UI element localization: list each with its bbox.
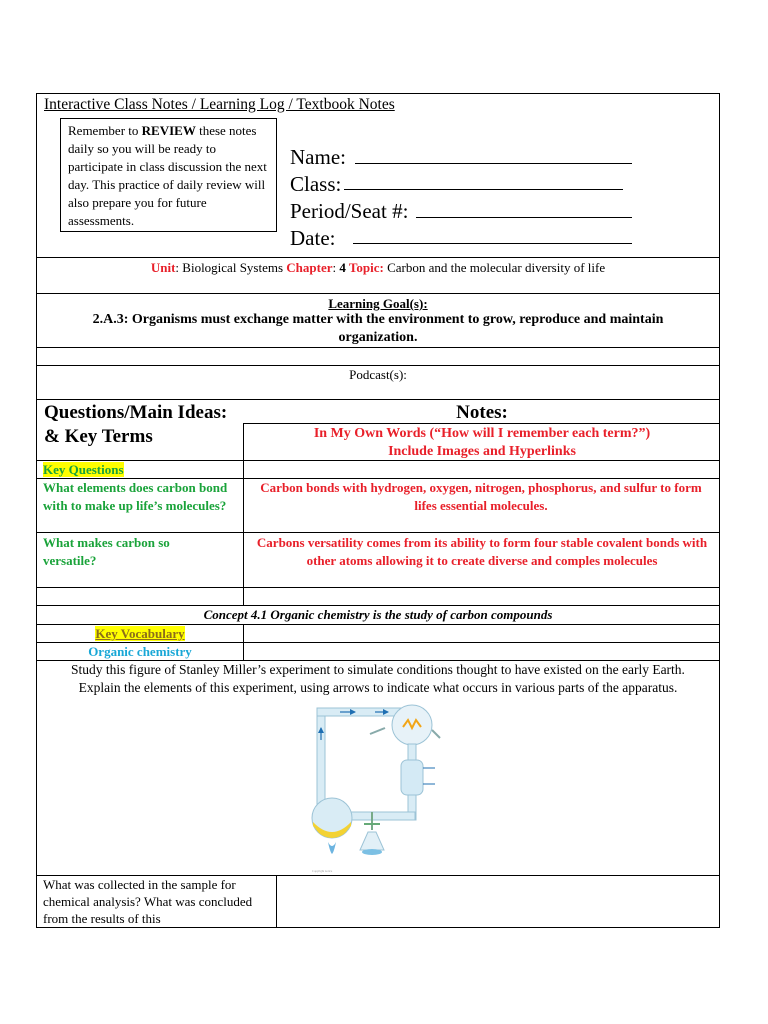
unit-value: : Biological Systems xyxy=(175,260,287,275)
answer-1[interactable]: Carbon bonds with hydrogen, oxygen, nitrogen, phosphorus, and sulfur to form lifes essential molecules. xyxy=(260,480,702,513)
divider xyxy=(36,347,720,348)
vocab-term: Organic chemistry xyxy=(88,644,192,659)
question-1: What elements does carbon bond with to make up life’s molecules? xyxy=(43,480,228,513)
svg-text:Copyright notice: Copyright notice xyxy=(312,869,333,873)
divider xyxy=(36,532,720,533)
miller-experiment-figure xyxy=(300,700,445,875)
concept-title: Concept 4.1 Organic chemistry is the study of carbon compounds xyxy=(203,607,553,622)
key-vocabulary-highlight: Key Vocabulary xyxy=(95,626,185,641)
topic-value: Carbon and the molecular diversity of life xyxy=(383,260,606,275)
column-divider xyxy=(243,423,244,605)
divider xyxy=(36,587,720,588)
answer-2[interactable]: Carbons versatility comes from its ability to form four stable covalent bonds with other atoms allowing it to create diverse and comples molecules xyxy=(256,535,708,568)
figure-prompt-line-2: Explain the elements of this experiment, using arrows to indicate what occurs in various parts of the apparatus. xyxy=(78,680,678,695)
reminder-rest: these notes daily so you will be ready to participate in class discussion the next day. This practice of daily review will also prepare you for future assessments. xyxy=(68,123,267,228)
unit-row xyxy=(36,259,720,277)
divider xyxy=(36,293,720,294)
learning-goal-heading: Learning Goal(s): xyxy=(328,296,428,311)
review-reminder-box xyxy=(60,118,277,232)
key-questions-highlight: Key Questions xyxy=(43,462,124,477)
notes-heading: Notes: xyxy=(456,402,508,423)
date-field[interactable] xyxy=(353,243,632,244)
divider xyxy=(36,257,720,258)
key-questions-label xyxy=(43,461,124,479)
date-label: Date: xyxy=(290,226,336,250)
bottom-question: What was collected in the sample for chemical analysis? What was concluded from the results of this xyxy=(43,877,253,926)
chapter-value: 4 xyxy=(339,260,346,275)
learning-goal-text: 2.A.3: Organisms must exchange matter with the environment to grow, reproduce and maintain organization. xyxy=(92,312,664,345)
class-field[interactable] xyxy=(344,189,623,190)
divider xyxy=(36,460,720,461)
column-divider xyxy=(243,624,244,660)
divider xyxy=(243,423,720,424)
notes-subheading-1: In My Own Words (“How will I remember each term?”) xyxy=(313,426,651,441)
column-divider xyxy=(276,875,277,927)
name-label: Name: xyxy=(290,145,346,169)
key-vocabulary-label xyxy=(37,625,243,643)
reminder-prefix: Remember to xyxy=(68,123,142,138)
bottom-answer-field[interactable] xyxy=(278,877,718,925)
divider xyxy=(36,399,720,400)
questions-heading: Questions/Main Ideas: xyxy=(44,402,228,423)
reminder-bold: REVIEW xyxy=(141,123,196,138)
unit-label: Unit xyxy=(150,260,176,275)
name-field[interactable] xyxy=(355,163,632,164)
podcast-label: Podcast(s): xyxy=(349,367,407,382)
key-terms-heading: & Key Terms xyxy=(44,426,153,447)
question-2: What makes carbon so versatile? xyxy=(43,535,170,568)
class-label: Class: xyxy=(290,172,342,196)
period-seat-label: Period/Seat #: xyxy=(290,199,409,223)
chapter-label: Chapter xyxy=(286,260,333,275)
page-title: Interactive Class Notes / Learning Log / Textbook Notes xyxy=(44,96,395,113)
podcast-field[interactable] xyxy=(37,384,719,399)
notes-subheading-2: Include Images and Hyperlinks xyxy=(388,444,576,459)
chapter-sep: : xyxy=(332,260,340,275)
period-seat-field[interactable] xyxy=(416,217,632,218)
topic-label: Topic: xyxy=(345,260,384,275)
figure-prompt-line-1: Study this figure of Stanley Miller’s experiment to simulate conditions thought to have existed on the early Earth. xyxy=(71,662,685,677)
